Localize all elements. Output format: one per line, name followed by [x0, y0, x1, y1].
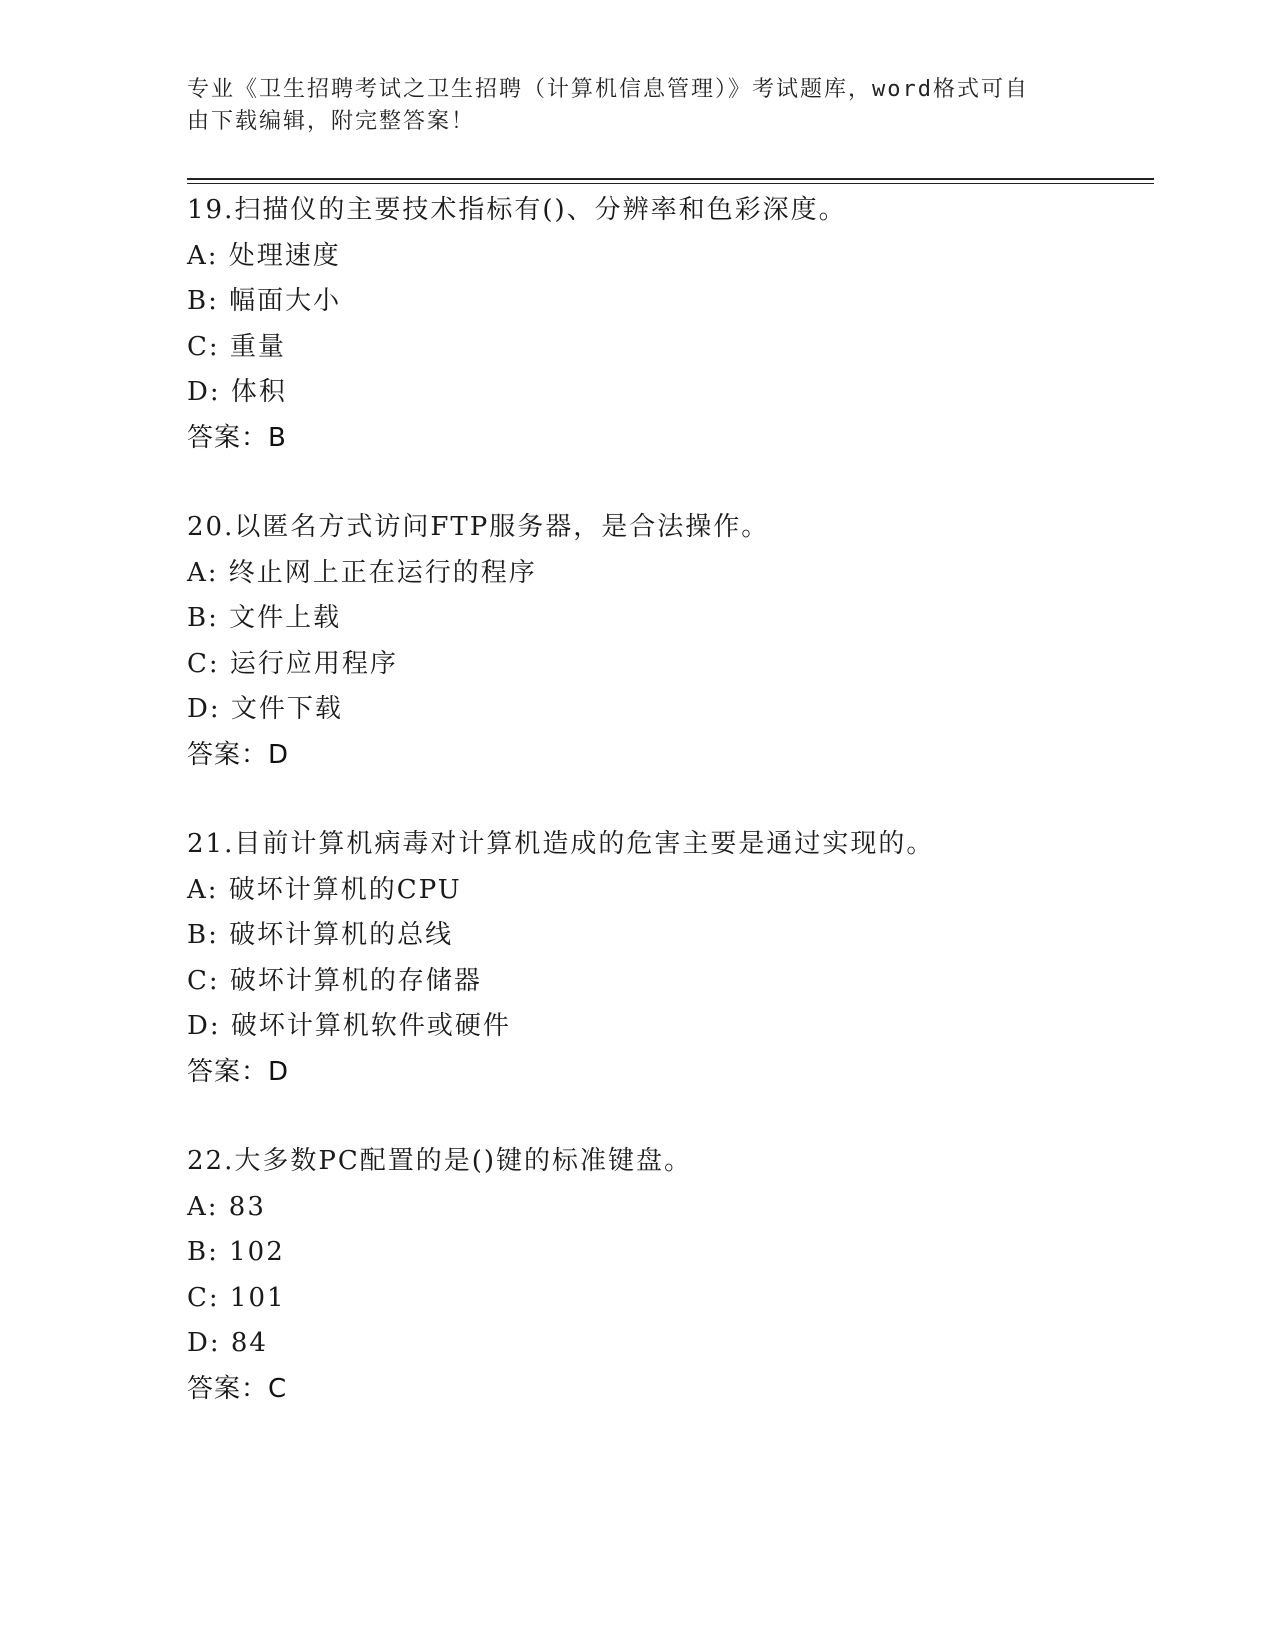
question-stem: 21.目前计算机病毒对计算机造成的危害主要是通过实现的。 [187, 829, 935, 859]
option-a: A: 处理速度 [187, 240, 341, 271]
option-b: B: 幅面大小 [187, 286, 342, 316]
option-b: B: 文件上载 [187, 603, 342, 633]
question-list [187, 188, 1154, 1456]
option-d: D: 体积 [187, 377, 287, 407]
header-divider-thin [187, 183, 1154, 184]
question-21 [187, 822, 1154, 1095]
answer-line: 答案：D [187, 1056, 290, 1087]
option-c: C: 破坏计算机的存储器 [187, 965, 482, 996]
option-a: A: 83 [187, 1191, 266, 1222]
option-c: C: 101 [187, 1282, 286, 1313]
question-22 [187, 1139, 1154, 1412]
option-b: B: 破坏计算机的总线 [187, 920, 454, 950]
header-divider-thick [187, 178, 1154, 180]
answer-line: 答案：B [187, 422, 287, 453]
header-line-2: 由下载编辑，附完整答案！ [187, 109, 476, 134]
answer-line: 答案：C [187, 1373, 288, 1404]
question-19 [187, 188, 1154, 461]
answer-line: 答案：D [187, 739, 290, 770]
header-line-1: 专业《卫生招聘考试之卫生招聘（计算机信息管理）》考试题库，word格式可自 [187, 77, 1029, 102]
option-b: B: 102 [187, 1237, 285, 1267]
option-d: D: 破坏计算机软件或硬件 [187, 1011, 511, 1041]
document-header [187, 74, 1067, 138]
question-stem: 22.大多数PC配置的是()键的标准键盘。 [187, 1146, 693, 1176]
question-stem: 19.扫描仪的主要技术指标有()、分辨率和色彩深度。 [187, 195, 847, 225]
option-d: D: 84 [187, 1328, 268, 1358]
option-a: A: 终止网上正在运行的程序 [187, 557, 537, 588]
question-stem: 20.以匿名方式访问FTP服务器，是合法操作。 [187, 512, 770, 542]
option-a: A: 破坏计算机的CPU [187, 874, 462, 905]
question-20 [187, 505, 1154, 778]
option-c: C: 运行应用程序 [187, 648, 398, 679]
option-d: D: 文件下载 [187, 694, 343, 724]
option-c: C: 重量 [187, 331, 286, 362]
